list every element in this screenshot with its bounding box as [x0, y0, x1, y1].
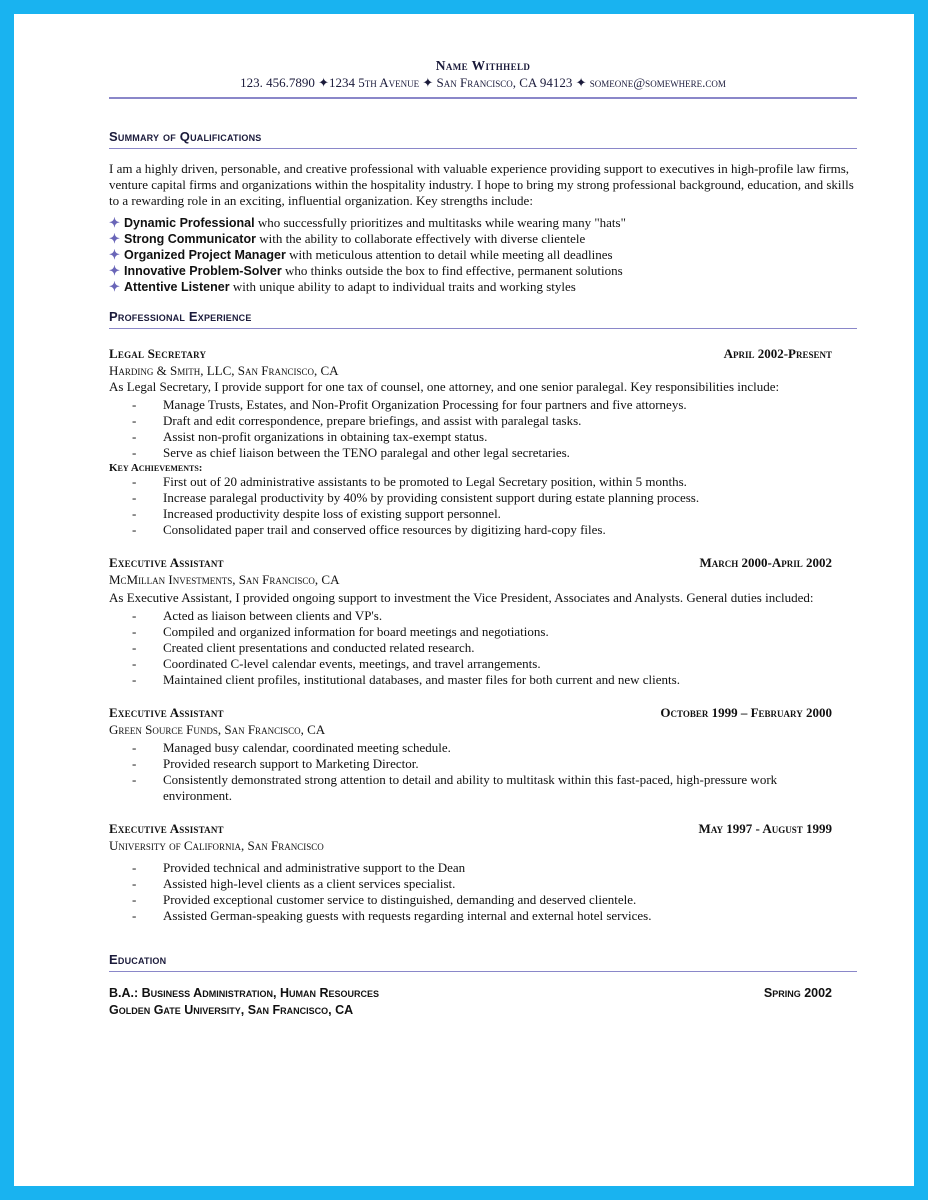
employer: Harding & Smith, LLC, San Francisco, CA: [109, 363, 339, 378]
summary-paragraph: I am a highly driven, personable, and creative professional with valuable experience providing support to executives in high-profile law firms, venture capital firms and organizations within the hospitality industry. I hope to bring my strong professional background, education, and skills to a rewarding role in an exciting, influential organization. Key strengths include:: [109, 161, 854, 208]
education-school-line: [109, 1003, 857, 1017]
section-divider: [109, 148, 857, 149]
key-achievements-label: Key Achievements:: [109, 462, 203, 474]
achievement-item: - Increased productivity despite loss of existing support personnel.: [132, 506, 501, 521]
duty-item: - Serve as chief liaison between the TENO paralegal and other legal secretaries.: [132, 445, 570, 460]
duty-item: - Assisted German-speaking guests with requests regarding internal and external hotel services.: [132, 908, 652, 923]
achievement-item: - Consolidated paper trail and conserved office resources by digitizing hard-copy files.: [132, 522, 606, 537]
duty-item: - Managed busy calendar, coordinated meeting schedule.: [132, 740, 451, 755]
job-title: Executive Assistant: [109, 821, 224, 836]
job-header: [109, 346, 857, 362]
strength-title: Attentive Listener: [124, 280, 230, 294]
education-degree-line: [109, 986, 857, 1000]
employer: University of California, San Francisco: [109, 838, 324, 853]
job-title: Legal Secretary: [109, 346, 207, 361]
job-intro: As Executive Assistant, I provided ongoing support to investment the Vice President, Associates and Analysts. General duties included:: [109, 590, 814, 605]
job-title: Executive Assistant: [109, 555, 224, 570]
duty-item: - Consistently demonstrated strong attention to detail and ability to multitask within this fast-paced, high-pressure work environment.: [132, 772, 778, 803]
duty-item: - Provided exceptional customer service to distinguished, demanding and deserved clientele.: [132, 892, 637, 907]
job-intro: As Legal Secretary, I provide support for one tax of counsel, one attorney, and one senior paralegal. Key responsibilities include:: [109, 379, 780, 394]
summary-section: [109, 129, 857, 295]
strength-text: who successfully prioritizes and multitasks while wearing many "hats": [254, 215, 626, 230]
duty-item: - Assisted high-level clients as a client services specialist.: [132, 876, 456, 891]
strengths-list: [109, 215, 857, 295]
plus-bullet-icon: ✦: [109, 247, 120, 262]
plus-bullet-icon: ✦: [109, 279, 120, 294]
degree: B.A.: Business Administration, Human Resources: [109, 986, 380, 1000]
duty-item: - Draft and edit correspondence, prepare briefings, and assist with paralegal tasks.: [132, 413, 582, 428]
strength-item: [109, 231, 857, 247]
job-entry: [109, 346, 857, 538]
duty-list: [109, 860, 857, 924]
education-section: [109, 952, 857, 1017]
achievement-item: - First out of 20 administrative assistants to be promoted to Legal Secretary position, within 5 months.: [132, 474, 687, 489]
plus-bullet-icon: ✦: [109, 215, 120, 230]
duty-item: - Compiled and organized information for board meetings and negotiations.: [132, 624, 549, 639]
strength-item: [109, 263, 857, 279]
duty-item: - Coordinated C-level calendar events, meetings, and travel arrangements.: [132, 656, 541, 671]
strength-text: with unique ability to adapt to individual traits and working styles: [229, 279, 576, 294]
job-date: May 1997 - August 1999: [698, 821, 832, 836]
resume-page: [14, 14, 914, 1186]
duty-item: - Assist non-profit organizations in obtaining tax-exempt status.: [132, 429, 488, 444]
strength-text: who thinks outside the box to find effective, permanent solutions: [281, 263, 623, 278]
graduation-date: Spring 2002: [763, 986, 832, 1000]
section-heading-summary: Summary of Qualifications: [109, 129, 262, 144]
job-header: [109, 705, 857, 721]
achievement-item: - Increase paralegal productivity by 40% by providing consistent support during estate planning process.: [132, 490, 700, 505]
duty-item: - Acted as liaison between clients and VP's.: [132, 608, 383, 623]
strength-text: with meticulous attention to detail while meeting all deadlines: [285, 247, 613, 262]
duty-item: - Maintained client profiles, institutional databases, and master files for both current and new clients.: [132, 672, 680, 687]
strength-title: Strong Communicator: [124, 232, 256, 246]
employer: Green Source Funds, San Francisco, CA: [109, 722, 326, 737]
contact-line: 123. 456.7890 ✦1234 5th Avenue ✦ San Francisco, CA 94123 ✦ someone@somewhere.com: [240, 75, 726, 90]
section-heading-education: Education: [109, 952, 167, 967]
duty-item: - Manage Trusts, Estates, and Non-Profit Organization Processing for four partners and five attorneys.: [132, 397, 687, 412]
duty-item: - Provided technical and administrative support to the Dean: [132, 860, 466, 875]
job-date: March 2000-April 2002: [699, 555, 832, 570]
section-divider: [109, 328, 857, 329]
resume-content: [109, 58, 857, 1017]
candidate-name: Name Withheld: [435, 58, 531, 73]
plus-bullet-icon: ✦: [109, 263, 120, 278]
strength-title: Innovative Problem-Solver: [124, 264, 282, 278]
job-header: [109, 555, 857, 571]
job-date: April 2002-Present: [723, 346, 832, 361]
duty-item: - Created client presentations and conducted related research.: [132, 640, 475, 655]
duty-list: [109, 608, 857, 688]
section-divider: [109, 971, 857, 972]
experience-section: [109, 309, 857, 924]
strength-title: Dynamic Professional: [124, 216, 255, 230]
strength-item: [109, 247, 857, 263]
plus-bullet-icon: ✦: [109, 231, 120, 246]
school: Golden Gate University, San Francisco, CA: [109, 1003, 354, 1017]
job-entry: [109, 705, 857, 804]
job-header: [109, 821, 857, 837]
section-heading-experience: Professional Experience: [109, 309, 252, 324]
strength-title: Organized Project Manager: [124, 248, 286, 262]
duty-list: [109, 397, 857, 461]
duty-item: - Provided research support to Marketing Director.: [132, 756, 419, 771]
job-date: October 1999 – February 2000: [660, 705, 832, 720]
strength-item: [109, 279, 857, 295]
strength-item: [109, 215, 857, 231]
job-title: Executive Assistant: [109, 705, 224, 720]
header-divider: [109, 97, 857, 99]
job-entry: [109, 555, 857, 688]
employer: McMillan Investments, San Francisco, CA: [109, 572, 340, 587]
job-entry: [109, 821, 857, 924]
achievement-list: [109, 474, 857, 538]
strength-text: with the ability to collaborate effectively with diverse clientele: [255, 231, 586, 246]
duty-list: [109, 740, 839, 804]
